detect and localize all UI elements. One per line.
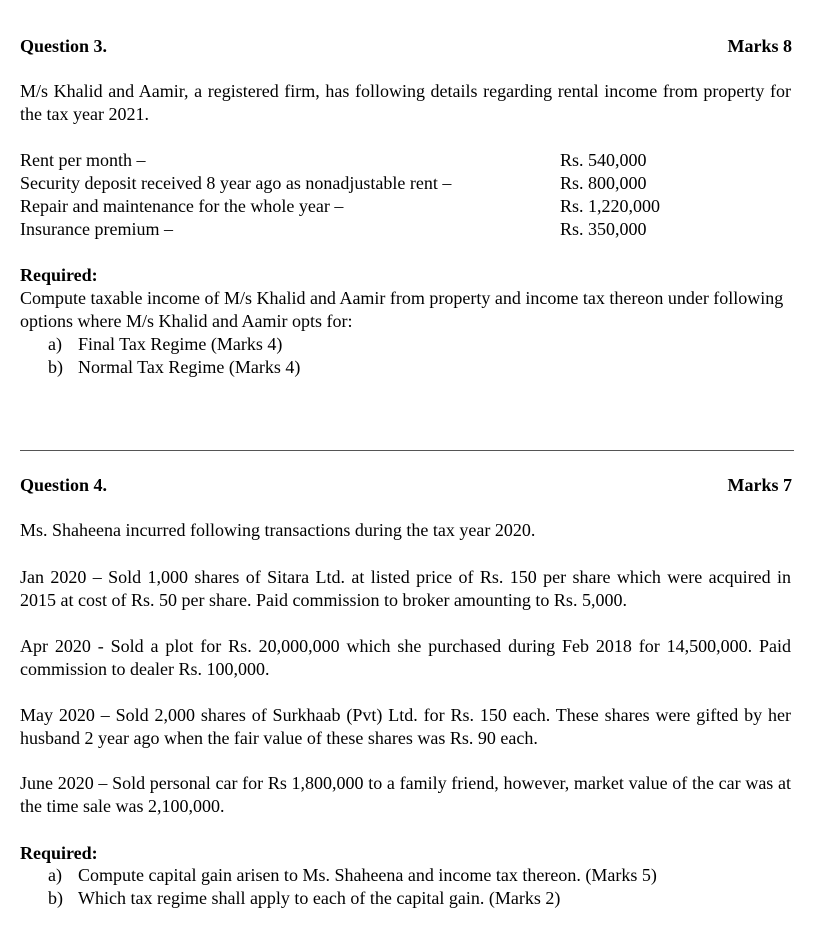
question-4-intro: Ms. Shaheena incurred following transactions during the tax year 2020.	[20, 520, 536, 540]
transaction-paragraph: June 2020 – Sold personal car for Rs 1,800,000 to a family friend, however, market value of the car was at the time sale was 2,100,000.	[20, 773, 791, 816]
item-label: Security deposit received 8 year ago as nonadjustable rent –	[20, 173, 452, 193]
list-item	[48, 887, 560, 910]
required-text: Compute taxable income of M/s Khalid and Aamir from property and income tax thereon under following options where M/s Khalid and Aamir opts for:	[20, 288, 784, 331]
list-text: Compute capital gain arisen to Ms. Shaheena and income tax thereon. (Marks 5)	[78, 865, 657, 885]
item-value: Rs. 540,000	[560, 150, 647, 170]
section-divider	[20, 450, 794, 451]
required-heading: Required:	[20, 843, 98, 863]
item-value: Rs. 800,000	[560, 173, 647, 193]
list-letter: b)	[48, 888, 63, 908]
item-value: Rs. 350,000	[560, 219, 647, 239]
item-label: Rent per month –	[20, 150, 146, 170]
question-4-marks: Marks 7	[727, 475, 792, 495]
item-value: Rs. 1,220,000	[560, 196, 661, 216]
question-4-title: Question 4.	[20, 475, 108, 495]
question-3-title: Question 3.	[20, 36, 108, 56]
transaction-paragraph: Apr 2020 - Sold a plot for Rs. 20,000,000 which she purchased during Feb 2018 for 14,500,000. Paid commission to dealer Rs. 100,000.	[20, 636, 791, 679]
item-label: Repair and maintenance for the whole year –	[20, 196, 344, 216]
list-text: Normal Tax Regime (Marks 4)	[78, 357, 301, 377]
transaction-paragraph: Jan 2020 – Sold 1,000 shares of Sitara Ltd. at listed price of Rs. 150 per share which were acquired in 2015 at cost of Rs. 50 per share. Paid commission to broker amounting to Rs. 5,000.	[20, 567, 791, 610]
required-heading: Required:	[20, 265, 98, 285]
list-item	[48, 356, 300, 379]
list-letter: b)	[48, 357, 63, 377]
list-item	[48, 333, 282, 356]
list-letter: a)	[48, 865, 62, 885]
list-item	[48, 864, 657, 887]
list-text: Which tax regime shall apply to each of the capital gain. (Marks 2)	[78, 888, 561, 908]
list-letter: a)	[48, 334, 62, 354]
item-label: Insurance premium –	[20, 219, 173, 239]
transaction-paragraph: May 2020 – Sold 2,000 shares of Surkhaab (Pvt) Ltd. for Rs. 150 each. These shares were gifted by her husband 2 year ago when the fair value of these shares was Rs. 90 each.	[20, 705, 791, 748]
question-3-intro: M/s Khalid and Aamir, a registered firm, has following details regarding rental income from property for the tax year 2021.	[20, 81, 791, 124]
list-text: Final Tax Regime (Marks 4)	[78, 334, 283, 354]
question-3-marks: Marks 8	[727, 36, 792, 56]
